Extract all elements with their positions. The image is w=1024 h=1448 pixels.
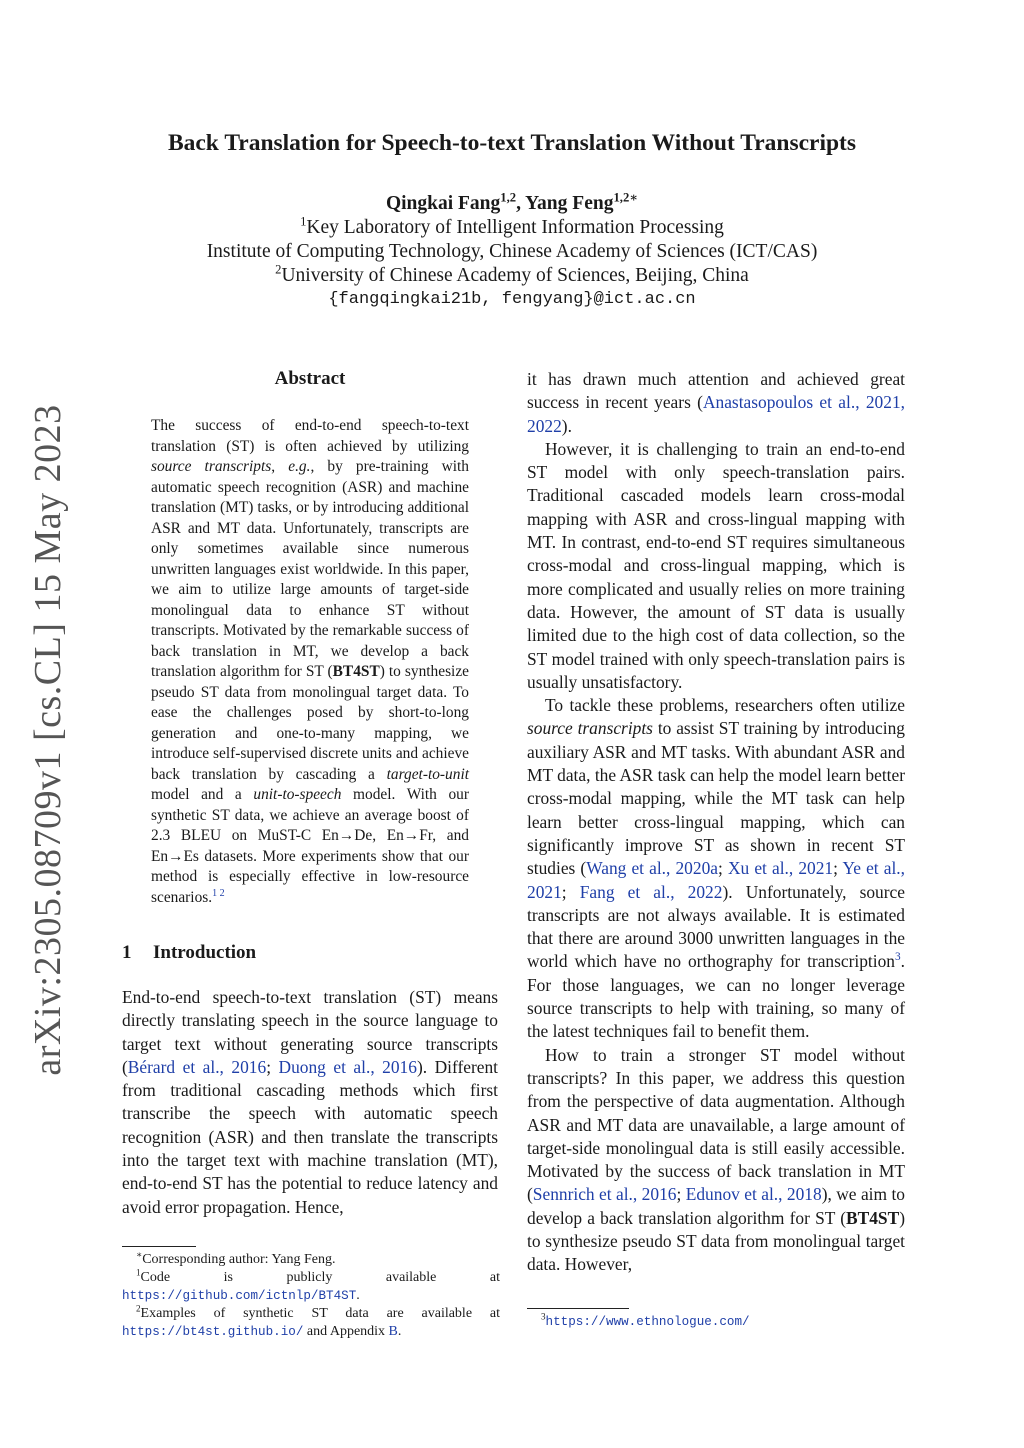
left-column [122,368,498,1219]
author-email[interactable]: {fangqingkai21b, fengyang}@ict.ac.cn [328,290,696,309]
examples-link[interactable]: https://bt4st.github.io/ [122,1325,304,1339]
footnote-1: $^1$Code is publicly available at https://github.com/ictnlp/BT4ST. [122,1267,500,1303]
citation-ye-2021[interactable]: Ye et al., 2021 [527,858,905,902]
author-1: Qingkai Fang [385,193,501,214]
right-column [527,368,905,1277]
intro-paragraph-2: However, it is challenging to train an end-to-end ST model with only speech-translation pairs. Traditional cascaded models learn cross-modal mapping with ASR and cross-lingual mapping with MT. In contrast, end-to-end ST requires simultaneous cross-modal and cross-lingual mapping, which is more complicated and usually relies on more training data. However, the amount of ST data is usually limited due to the high cost of data collection, so the ST model trained with only speech-translation pairs is usually unsatisfactory. [527,438,905,692]
citation-sennrich-2016[interactable]: Sennrich et al., 2016 [532,1184,677,1205]
footnote-ref-3[interactable]: 3 [894,951,901,964]
citation-berard-2016[interactable]: Bérard et al., 2016 [127,1056,267,1077]
arxiv-sidebar-id: arXiv:2305.08709v1 [cs.CL] 15 May 2023 [27,404,69,1076]
intro-paragraph-3: To tackle these problems, researchers often utilize source transcripts to assist ST training by introducing auxiliary ASR and MT tasks. With abundant ASR and MT data, the ASR task can help the model learn better cross-modal mapping, while the MT task can help learn better cross-lingual mapping, which can significantly improve ST as shown in recent ST studies (Wang et al., 2020a; Xu et al., 2021; Ye et al., 2021; Fang et al., 2022). Unfortunately, source transcripts are not always available. It is estimated that there are around 3000 unwritten languages in the world which have no orthography for transcription$^3$. For those languages, we can no longer leverage source transcripts to help with training, so many of the latest techniques fail to benefit them. [527,695,905,1042]
author-2-affil: 1,2∗ [613,190,639,205]
citation-edunov-2018[interactable]: Edunov et al., 2018 [685,1184,822,1205]
abstract-footnote-refs[interactable]: 1 2 [212,887,225,899]
affiliation-1: $^1$Key Laboratory of Intelligent Information Processing [300,214,724,238]
footnote-corresponding: ∗Corresponding author: Yang Feng. [136,1249,336,1267]
footnotes-right [527,1296,905,1331]
intro-paragraph-1: End-to-end speech-to-text translation (ST) means directly translating speech in the source language to target text without generating source transcripts (Bérard et al., 2016; Duong et al., 2016). Different from traditional cascading methods which first transcribe the speech with automatic speech recognition (ASR) and then translate the transcripts into the target text with machine translation (MT), end-to-end ST has the potential to reduce latency and avoid error propagation. Hence, [122,987,499,1217]
footnote-rule [122,1246,196,1247]
affiliation-2: $^2$University of Chinese Academy of Sciences, Beijing, China [275,262,749,286]
citation-anastasopoulos[interactable]: Anastasopoulos et al., 2021, 2022 [527,392,905,436]
ethnologue-link[interactable]: https://www.ethnologue.com/ [545,1315,750,1329]
citation-wang-2020a[interactable]: Wang et al., 2020a [586,858,718,879]
intro-paragraph-1-cont: it has drawn much attention and achieved great success in recent years (Anastasopoulos et al., 2021, 2022). [527,369,905,436]
appendix-link[interactable]: B [388,1324,398,1339]
abstract-text: The success of end-to-end speech-to-text translation (ST) is often achieved by utilizing source transcripts, e.g., by pre-training with automatic speech recognition (ASR) and machine translation (MT) tasks, or by introducing additional ASR and MT data. Unfortunately, transcripts are only sometimes available since numerous unwritten languages exist worldwide. In this paper, we aim to utilize large amounts of target-side monolingual data to enhance ST without transcripts. Motivated by the remarkable success of back translation in MT, we develop a back translation algorithm for ST (BT4ST) to synthesize pseudo ST data from monolingual target data. To ease the challenges posed by short-to-long generation and one-to-many mapping, we introduce self-supervised discrete units and achieve back translation by cascading a target-to-unit model and a unit-to-speech model. With our synthetic ST data, we achieve an average boost of 2.3 BLEU on MuST-C En→De, En→Fr, and En→Es datasets. More experiments show that our method is especially effective in low-resource scenarios.$^{1 2}$ [151,417,469,906]
section-1-heading: 1 Introduction [122,942,257,963]
code-link[interactable]: https://github.com/ictnlp/BT4ST [122,1289,357,1303]
footnote-rule-right [527,1308,629,1309]
paper-title: Back Translation for Speech-to-text Translation Without Transcripts [167,130,857,156]
abstract-heading: Abstract [274,368,346,389]
intro-paragraph-4: How to train a stronger ST model without transcripts? In this paper, we address this question from the perspective of data augmentation. Although ASR and MT data are unavailable, a large amount of target-side monolingual data is still easily accessible. Motivated by the success of back translation in MT (Sennrich et al., 2016; Edunov et al., 2018), we aim to develop a back translation algorithm for ST (BT4ST) to synthesize pseudo ST data from monolingual target data. However, [527,1044,905,1275]
author-block [0,192,1024,312]
author-2: Yang Feng [525,193,614,214]
footnote-3: $^3$https://www.ethnologue.com/ [541,1311,750,1329]
citation-xu-2021[interactable]: Xu et al., 2021 [727,858,834,879]
footnote-2: $^2$Examples of synthetic ST data are available at https://bt4st.github.io/ and Appendix B. [122,1303,500,1339]
author-names: Qingkai Fang$^{1,2}$, Yang Feng$^{1,2∗}$ [385,190,639,214]
affiliation-1-line2: Institute of Computing Technology, Chinese Academy of Sciences (ICT/CAS) [206,241,818,262]
citation-fang-2022[interactable]: Fang et al., 2022 [579,881,723,902]
footnotes-left [122,1234,500,1341]
citation-duong-2016[interactable]: Duong et al., 2016 [278,1056,417,1077]
author-1-affil: 1,2 [500,190,517,205]
